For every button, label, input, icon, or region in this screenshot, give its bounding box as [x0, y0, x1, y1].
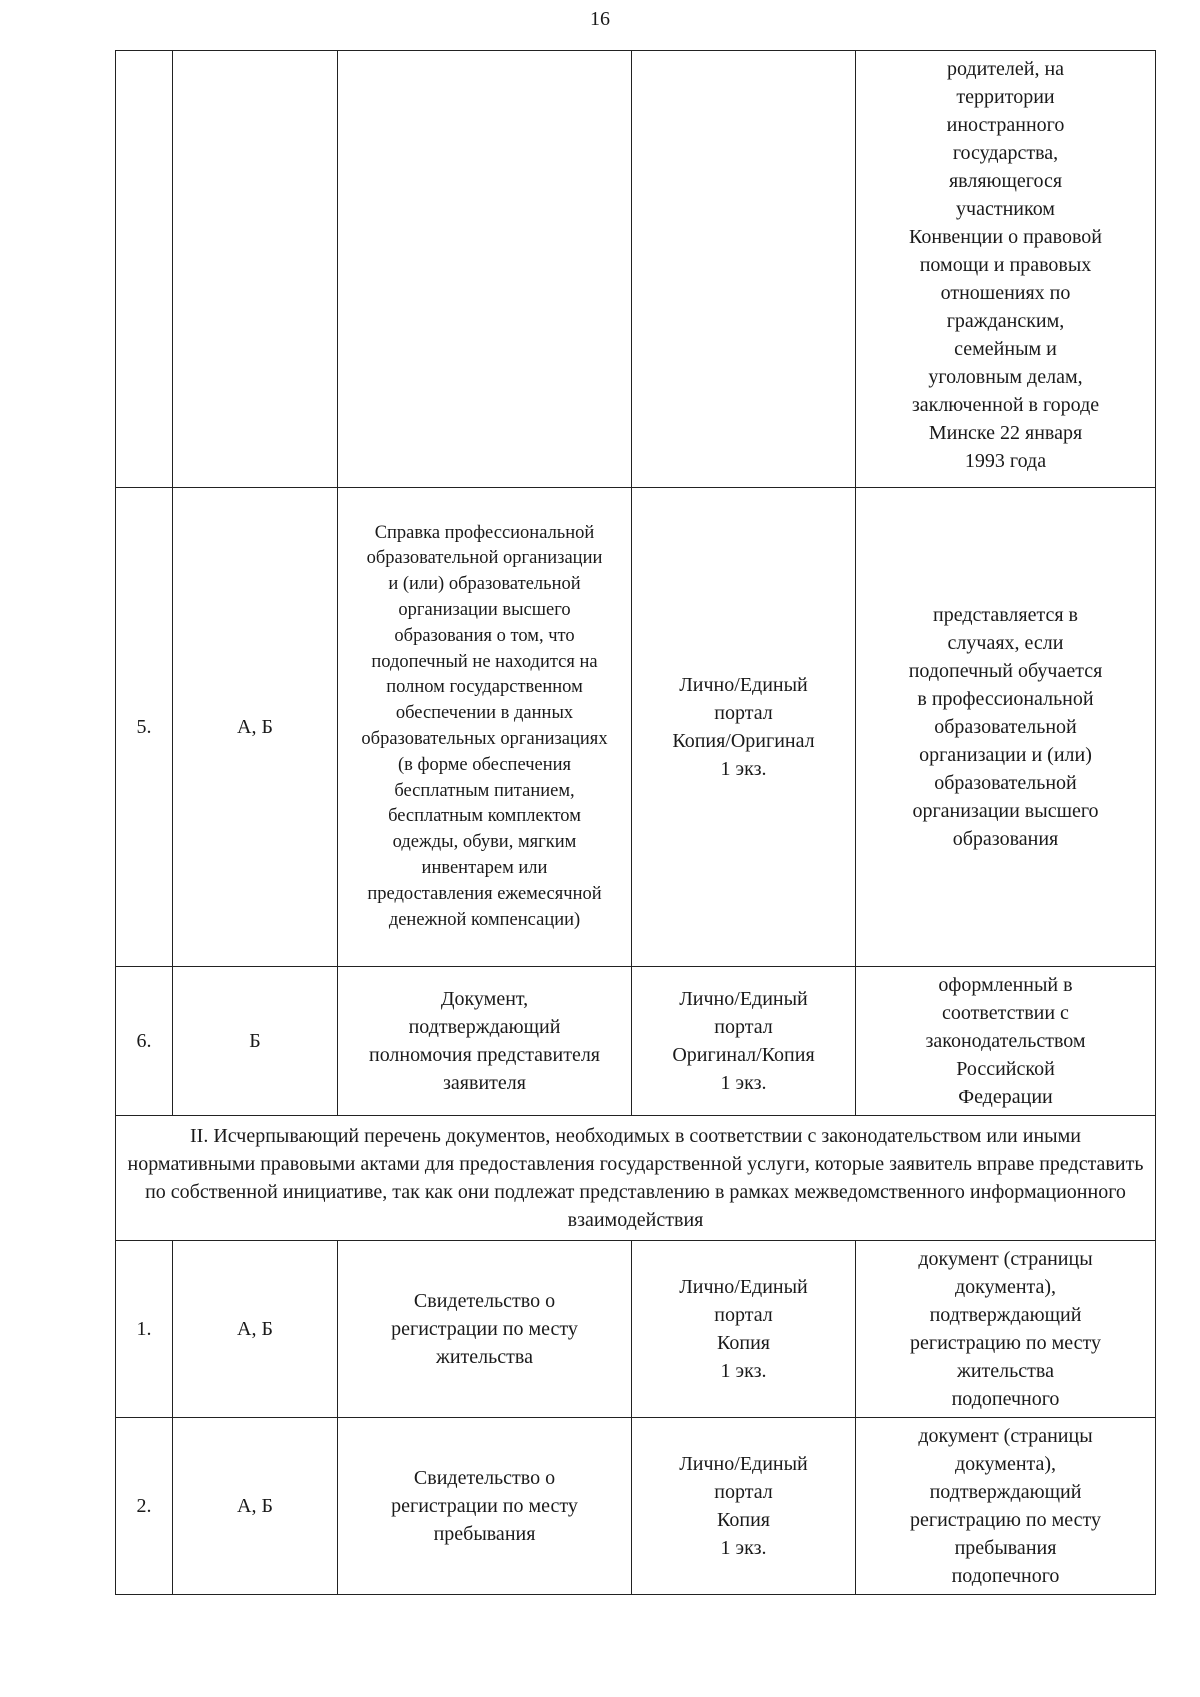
cell-number: 2. [116, 1418, 173, 1595]
cell-document: Свидетельство о регистрации по месту пребывания [338, 1418, 632, 1595]
cell-submission: Лично/Единый портал Копия 1 экз. [632, 1241, 856, 1418]
section-heading-row [116, 1116, 1156, 1241]
section-heading: II. Исчерпывающий перечень документов, необходимых в соответствии с законодательством или иными нормативными правовыми актами для предоставления государственной услуги, которые заявитель вправе представить по собственной инициативе, так как они подлежат представлению в рамках межведомственного информационного взаимодействия [116, 1116, 1156, 1241]
cell-category: А, Б [173, 1418, 338, 1595]
cell-submission: Лично/Единый портал Оригинал/Копия 1 экз. [632, 967, 856, 1116]
table-row [116, 1241, 1156, 1418]
table-row [116, 488, 1156, 967]
cell-number: 5. [116, 488, 173, 967]
cell-note: родителей, на территории иностранного государства, являющегося участником Конвенции о правовой помощи и правовых отношениях по гражданским, семейным и уголовным делам, заключенной в городе Минске 22 января 1993 года [856, 51, 1156, 488]
cell-note: документ (страницы документа), подтверждающий регистрацию по месту жительства подопечного [856, 1241, 1156, 1418]
cell-category [173, 51, 338, 488]
table-row [116, 967, 1156, 1116]
cell-document: Свидетельство о регистрации по месту жительства [338, 1241, 632, 1418]
cell-category: А, Б [173, 488, 338, 967]
cell-submission: Лично/Единый портал Копия 1 экз. [632, 1418, 856, 1595]
documents-table [115, 50, 1156, 1595]
cell-number [116, 51, 173, 488]
cell-note: оформленный в соответствии с законодательством Российской Федерации [856, 967, 1156, 1116]
cell-document: Документ, подтверждающий полномочия представителя заявителя [338, 967, 632, 1116]
table-row-continuation [116, 51, 1156, 488]
cell-submission [632, 51, 856, 488]
cell-note: представляется в случаях, если подопечный обучается в профессиональной образовательной организации и (или) образовательной организации высшего образования [856, 488, 1156, 967]
cell-document [338, 51, 632, 488]
cell-submission: Лично/Единый портал Копия/Оригинал 1 экз. [632, 488, 856, 967]
cell-number: 6. [116, 967, 173, 1116]
cell-number: 1. [116, 1241, 173, 1418]
page-number: 16 [590, 8, 610, 30]
cell-note: документ (страницы документа), подтверждающий регистрацию по месту пребывания подопечного [856, 1418, 1156, 1595]
cell-document: Справка профессиональной образовательной организации и (или) образовательной организации высшего образования о том, что подопечный не находится на полном государственном обеспечении в данных образовательных организациях (в форме обеспечения бесплатным питанием, бесплатным комплектом одежды, обуви, мягким инвентарем или предоставления ежемесячной денежной компенсации) [338, 488, 632, 967]
table-row [116, 1418, 1156, 1595]
cell-category: А, Б [173, 1241, 338, 1418]
cell-category: Б [173, 967, 338, 1116]
